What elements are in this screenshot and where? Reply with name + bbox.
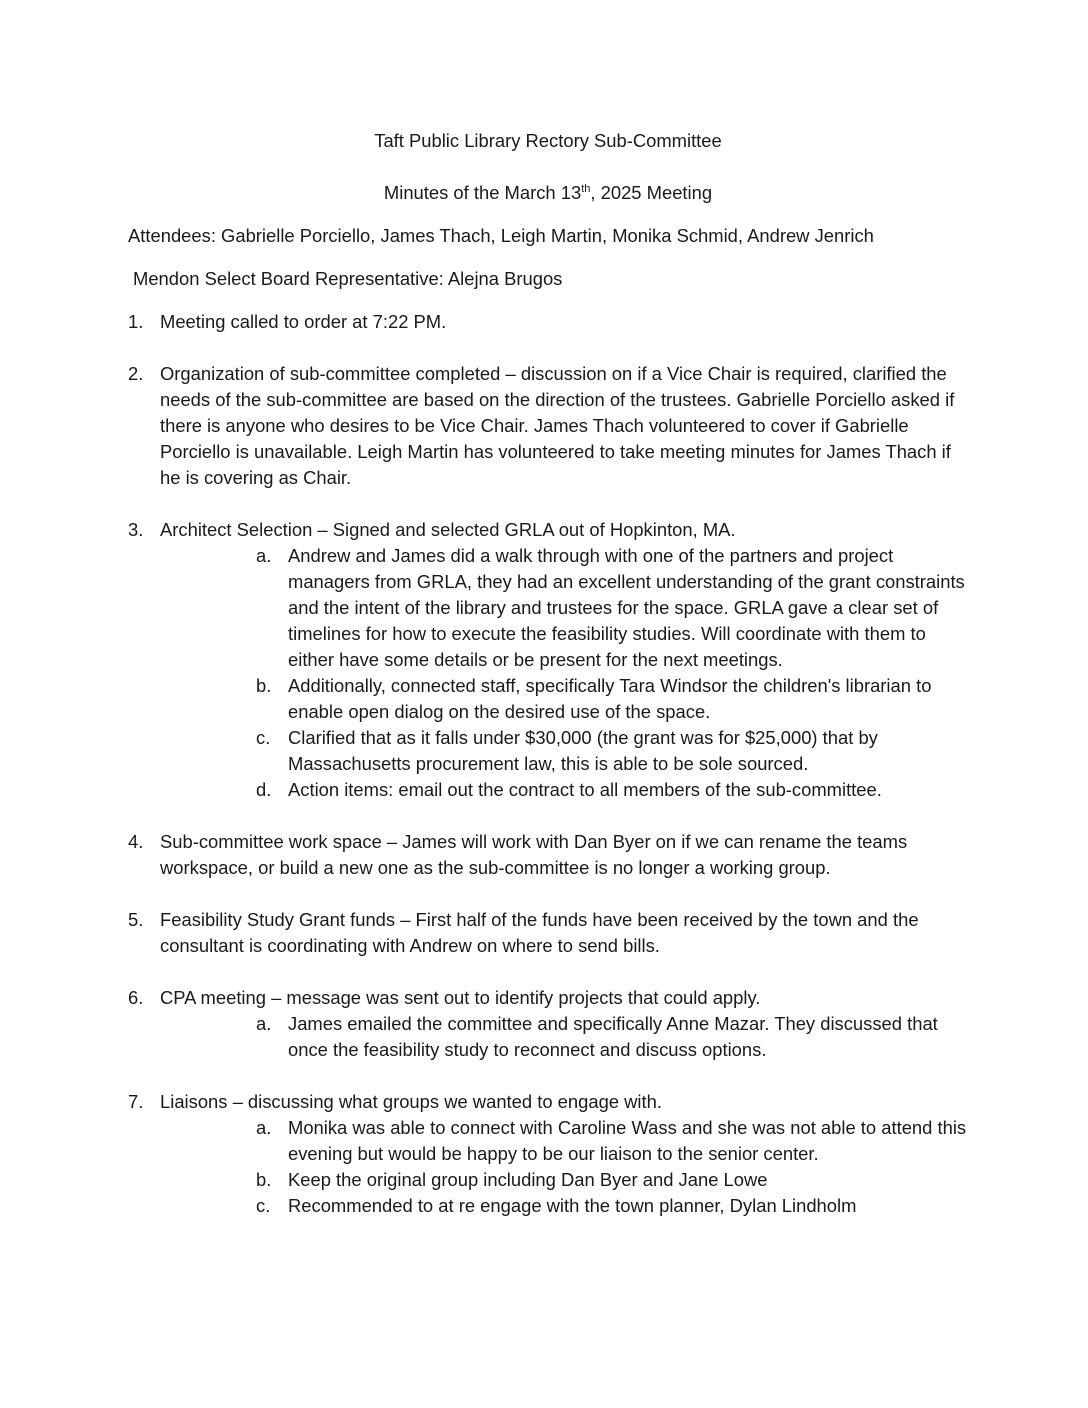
sub-text: James emailed the committee and specifically Anne Mazar. They discussed that once the feasibility study to reconnect and discuss options. [288,1013,938,1060]
item-text: Meeting called to order at 7:22 PM. [160,311,447,332]
item-text: Sub-committee work space – James will work with Dan Byer on if we can rename the teams workspace, or build a new one as the sub-committee is no longer a working group. [160,831,908,878]
sub-text: Andrew and James did a walk through with one of the partners and project managers from GRLA, they had an excellent understanding of the grant constraints and the intent of the library and trustees for the space. GRLA gave a clear set of timelines for how to execute the feasibility studies. Will coordinate with them to either have some details or be present for the next meetings. [288,545,965,670]
representative-line: Mendon Select Board Representative: Alejna Brugos [133,268,563,289]
sub-text: Monika was able to connect with Caroline Wass and she was not able to attend this evening but would be happy to be our liaison to the senior center. [288,1117,967,1164]
item-number: 6. [128,987,144,1008]
sub-letter: a. [256,545,272,566]
sub-letter: c. [256,1195,271,1216]
sub-item [160,1115,968,1167]
agenda-item [128,907,968,959]
attendees-line: Attendees: Gabrielle Porciello, James Thach, Leigh Martin, Monika Schmid, Andrew Jenrich [128,225,874,246]
sub-letter: a. [256,1117,272,1138]
item-number: 5. [128,909,144,930]
agenda-item [128,985,968,1063]
sub-text: Keep the original group including Dan Byer and Jane Lowe [288,1169,768,1190]
ordinal-suffix: th [581,182,591,195]
sub-letter: a. [256,1013,272,1034]
agenda-item [128,1089,968,1219]
item-number: 3. [128,519,144,540]
sub-item [160,725,968,777]
item-text: Feasibility Study Grant funds – First half of the funds have been received by the town and the consultant is coordinating with Andrew on where to send bills. [160,909,919,956]
subtitle-text: Minutes of the March 13 [383,182,582,203]
sub-item [160,543,968,673]
sub-list [160,543,968,803]
meeting-date-heading [128,180,968,206]
subtitle-year: , 2025 Meeting [590,182,713,203]
sub-text: Recommended to at re engage with the town planner, Dylan Lindholm [288,1195,857,1216]
item-number: 1. [128,311,144,332]
sub-letter: c. [256,727,271,748]
item-text: Architect Selection – Signed and selected GRLA out of Hopkinton, MA. [160,519,736,540]
document-title: Taft Public Library Rectory Sub-Committee [374,130,722,151]
item-number: 7. [128,1091,144,1112]
agenda-item [128,829,968,881]
item-number: 4. [128,831,144,852]
sub-letter: d. [256,779,272,800]
agenda-item [128,517,968,803]
item-number: 2. [128,363,144,384]
sub-item [160,1011,968,1063]
agenda-item [128,361,968,491]
agenda-item [128,309,968,335]
item-text: Organization of sub-committee completed – discussion on if a Vice Chair is required, clarified the needs of the sub-committee are based on the direction of the trustees. Gabrielle Porciello asked if there is anyone who desires to be Vice Chair. James Thach volunteered to cover if Gabrielle Porciello is unavailable. Leigh Martin has volunteered to take meeting minutes for James Thach if he is covering as Chair. [160,363,955,488]
item-text: CPA meeting – message was sent out to identify projects that could apply. [160,987,761,1008]
agenda-list [128,309,968,1219]
sub-item [160,1193,968,1219]
sub-letter: b. [256,675,272,696]
sub-list [160,1011,968,1063]
sub-letter: b. [256,1169,272,1190]
sub-item [160,673,968,725]
sub-item [160,777,968,803]
sub-item [160,1167,968,1193]
item-text: Liaisons – discussing what groups we wanted to engage with. [160,1091,662,1112]
sub-text: Action items: email out the contract to all members of the sub-committee. [288,779,882,800]
sub-text: Clarified that as it falls under $30,000 (the grant was for $25,000) that by Massachusetts procurement law, this is able to be sole sourced. [288,727,878,774]
sub-list [160,1115,968,1219]
sub-text: Additionally, connected staff, specifically Tara Windsor the children's librarian to enable open dialog on the desired use of the space. [288,675,932,722]
